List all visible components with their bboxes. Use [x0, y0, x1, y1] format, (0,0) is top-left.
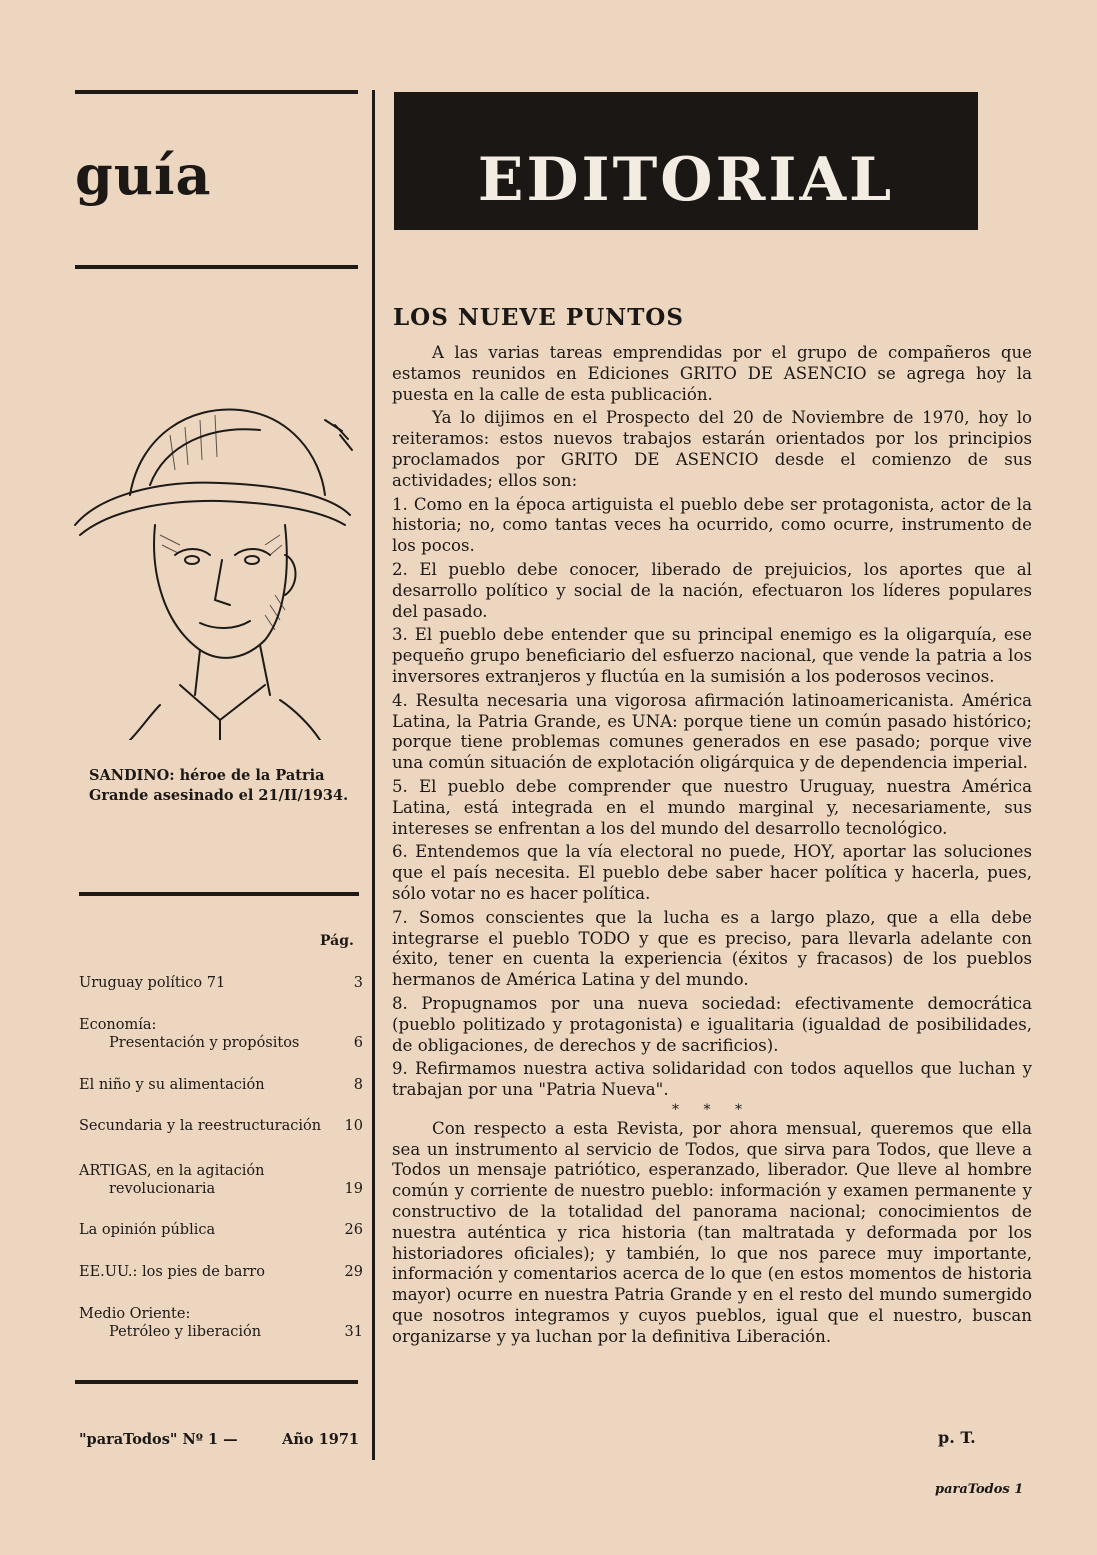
toc-item-page: 8: [353, 1077, 363, 1093]
toc-item-page: 6: [353, 1035, 363, 1051]
toc-item[interactable]: [79, 974, 363, 992]
sandino-portrait: [70, 395, 355, 740]
portrait-caption: SANDINO: héroe de la Patria Grande asesinado el 21/II/1934.: [89, 767, 349, 804]
article-point: 4. Resulta necesaria una vigorosa afirmación latinoamericanista. América Latina, la Patria Grande, es UNA: porque tiene un común pasado histórico; porque tiene problemas comunes generados en ese pasado; porque vive una común situación de explotación oligárquica y de dependencia imperial.: [392, 690, 1032, 773]
toc-item[interactable]: [79, 1162, 363, 1198]
sidebar-title-rule: [75, 265, 358, 269]
toc-item-title: ARTIGAS, en la agitación: [79, 1163, 265, 1179]
toc-item[interactable]: [79, 1117, 363, 1135]
toc-item-title: Economía:: [79, 1017, 157, 1033]
toc-item-title: Secundaria y la reestructuración: [79, 1118, 322, 1134]
column-divider: [372, 90, 375, 1460]
toc-page-header: Pág.: [320, 933, 354, 949]
editorial-banner-text: EDITORIAL: [477, 145, 895, 215]
toc-item-page: 3: [353, 975, 363, 991]
toc-item-subtitle: Presentación y propósitos: [109, 1035, 300, 1051]
toc-item-title: La opinión pública: [79, 1222, 216, 1238]
article-point: 2. El pueblo debe conocer, liberado de prejuicios, los aportes que al desarrollo político y social de la nación, efectuaron los líderes populares del pasado.: [392, 559, 1032, 621]
toc-item-title: Medio Oriente:: [79, 1306, 191, 1322]
sidebar-title: guía: [75, 143, 212, 207]
toc-item-page: 19: [344, 1181, 363, 1197]
toc-item[interactable]: [79, 1016, 363, 1052]
toc-item-title: EE.UU.: los pies de barro: [79, 1264, 265, 1280]
article-paragraph: A las varias tareas emprendidas por el grupo de compañeros que estamos reunidos en Ediciones GRITO DE ASENCIO se agrega hoy la puesta en la calle de esta publicación.: [392, 343, 1032, 404]
issue-footer: [79, 1431, 359, 1448]
toc-item-title: Uruguay político 71: [79, 975, 226, 991]
article-point: 3. El pueblo debe entender que su principal enemigo es la oligarquía, ese pequeño grupo beneficiario del esfuerzo nacional, que vende la patria a los inversores extranjeros y fluctúa en la sumisión a los poderosos vecinos.: [392, 625, 1032, 686]
page-footer: paraTodos 1: [935, 1482, 1024, 1497]
article-paragraph: Ya lo dijimos en el Prospecto del 20 de Noviembre de 1970, hoy lo reiteramos: estos nuevos trabajos estarán orientados por los principios proclamados por GRITO DE ASENCIO desde el comienzo de sus actividades; ellos son:: [392, 408, 1032, 490]
article-point: 5. El pueblo debe comprender que nuestro Uruguay, nuestra América Latina, está integrada en el mundo marginal y, necesariamente, sus intereses se enfrentan a los del mundo del desarrollo tecnológico.: [392, 776, 1032, 838]
editorial-banner: [394, 92, 978, 230]
sidebar-toc-top-rule: [79, 892, 359, 896]
article-paragraph: Con respecto a esta Revista, por ahora mensual, queremos que ella sea un instrumento al servicio de Todos, que sirva para Todos, que lleve a Todos un mensaje patriótico, esperanzado, liberador. Que lleve al hombre común y corriente de nuestro pueblo: información y examen permanente y constructivo de la totalidad del panorama nacional; conocimientos de nuestra auténtica y rica historia (tan maltratada y deformada por los historiadores oficiales); y también, lo que nos parece muy importante, información y comentarios acerca de lo que (en estos momentos de historia mayor) ocurre en nuestra Patria Grande y en el resto del mundo sumergido que nosotros integramos y cuyos pueblos, igual que el nuestro, buscan organizarse y ya luchan por la definitiva Liberación.: [392, 1118, 1032, 1346]
section-separator: * * *: [672, 1101, 752, 1118]
issue-year: Año 1971: [282, 1431, 359, 1448]
article-point: 9. Refirmamos nuestra activa solidaridad con todos aquellos que luchan y trabajan por una "Patria Nueva".: [392, 1059, 1032, 1100]
article-point: 7. Somos conscientes que la lucha es a largo plazo, que a ella debe integrarse el pueblo TODO y que es preciso, para llevarla adelante con éxito, tener en cuenta la experiencia (éxitos y fracasos) de los pueblos hermanos de América Latina y del mundo.: [392, 907, 1032, 990]
toc-item-subtitle: Petróleo y liberación: [109, 1324, 262, 1340]
toc-item[interactable]: [79, 1263, 363, 1281]
toc-item-subtitle: revolucionaria: [109, 1181, 216, 1197]
issue-number: "paraTodos" Nº 1 —: [79, 1431, 238, 1448]
toc-item-page: 26: [344, 1222, 363, 1238]
article-title: LOS NUEVE PUNTOS: [393, 304, 684, 331]
toc-item-title: El niño y su alimentación: [79, 1077, 265, 1093]
article-point: 1. Como en la época artiguista el pueblo debe ser protagonista, actor de la historia; no, como tantas veces ha ocurrido, como ocurre, instrumento de los pocos.: [392, 494, 1032, 556]
sidebar-top-rule: [75, 90, 358, 94]
toc-item-page: 29: [344, 1264, 363, 1280]
article-point: 6. Entendemos que la vía electoral no puede, HOY, aportar las soluciones que el país necesita. El pueblo debe saber hacer política y hacerla, pues, sólo votar no es hacer política.: [392, 842, 1032, 903]
toc-item[interactable]: [79, 1221, 363, 1239]
toc-item[interactable]: [79, 1076, 363, 1094]
article-body: [392, 343, 1032, 1348]
article-signature: p. T.: [938, 1428, 976, 1447]
toc-item[interactable]: [79, 1305, 363, 1341]
sidebar-toc-bottom-rule: [75, 1380, 358, 1384]
toc-item-page: 31: [344, 1324, 363, 1340]
article-point: 8. Propugnamos por una nueva sociedad: efectivamente democrática (pueblo politizado y protagonista) e igualitaria (igualdad de posibilidades, de obligaciones, de derechos y de sacrificios).: [392, 993, 1032, 1055]
toc-item-page: 10: [344, 1118, 363, 1134]
